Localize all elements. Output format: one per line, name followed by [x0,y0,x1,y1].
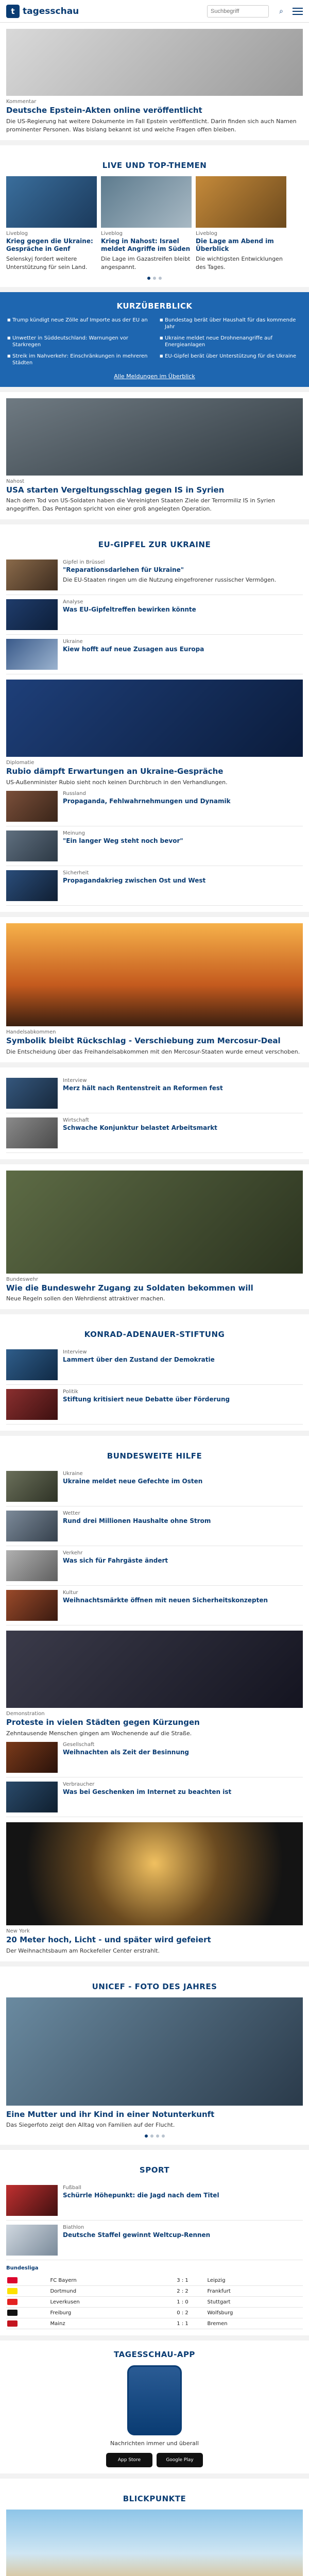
briefing-more-link[interactable]: Alle Meldungen im Überblick [114,372,195,380]
list-item-headline[interactable]: Was EU-Gipfeltreffen bewirken könnte [63,606,196,614]
app-store-button[interactable]: App Store [106,2453,152,2467]
team-crest-icon [7,2277,18,2283]
pagination-dot[interactable] [147,277,150,280]
feature-topline: New York [6,1928,30,1934]
pagination-dot[interactable] [145,2134,148,2138]
team-name: FC Bayern [49,2275,159,2286]
list-item-headline[interactable]: Lammert über den Zustand der Demokratie [63,1356,215,1364]
live-carousel[interactable] [6,176,303,272]
list-item-topline: Wirtschaft [63,1117,89,1123]
list-item-image[interactable] [6,599,58,630]
list-item-topline: Analyse [63,599,83,605]
unicef-section [0,1967,309,2145]
match-score: 1 : 1 [159,2318,207,2329]
live-section [0,145,309,287]
list-item-topline: Ukraine [63,1471,83,1477]
team-crest-icon [7,2288,18,2294]
live-card-topline: Liveblog [196,230,218,236]
list-item-image[interactable] [6,1590,58,1621]
briefing-box [0,292,309,387]
pagination-dot[interactable] [162,2134,165,2138]
list-item-headline[interactable]: Deutsche Staffel gewinnt Weltcup-Rennen [63,2231,211,2239]
list-item-headline[interactable]: Ukraine meldet neue Gefechte im Osten [63,1478,203,1485]
logo-icon[interactable]: t [6,5,20,18]
opponent-name: Leipzig [207,2275,303,2286]
story-syria[interactable] [0,392,309,520]
briefing-title: KURZÜBERBLICK [116,301,193,311]
app-title: TAGESSCHAU-APP [114,2350,195,2360]
feature-teaser: Der Weihnachtsbaum am Rockefeller Center erstrahlt. [6,1947,160,1954]
list-item-headline[interactable]: Was sich für Fahrgäste ändert [63,1557,168,1565]
live-card-image[interactable] [6,176,97,228]
list-item[interactable] [6,2221,303,2260]
match-score: 2 : 2 [159,2286,207,2297]
bundesweit-feature-2[interactable] [6,1822,303,1955]
list-item-image[interactable] [6,1511,58,1541]
list-item[interactable] [6,866,303,906]
top-story-topline: Kommentar [6,99,37,105]
list-item-image[interactable] [6,1389,58,1420]
list-item-image[interactable] [6,1349,58,1380]
live-card-image[interactable] [101,176,192,228]
list-item-image[interactable] [6,1782,58,1812]
story-topline: Nahost [6,478,25,484]
site-header [0,0,309,23]
ukraine-feature[interactable] [6,680,303,787]
list-item-image[interactable] [6,831,58,861]
table-row[interactable] [6,2286,303,2297]
story-image[interactable] [6,923,303,1026]
table-row[interactable] [6,2275,303,2286]
list-item-topline: Fußball [63,2185,81,2191]
list-item-headline[interactable]: Stiftung kritisiert neue Debatte über Förderung [63,1396,230,1403]
story-headline[interactable]: Wie die Bundeswehr Zugang zu Soldaten bekommen will [6,1283,253,1293]
top-story-headline[interactable]: Deutsche Epstein-Akten online veröffentlicht [6,106,202,115]
table-row[interactable] [6,2318,303,2329]
opponent-name: Wolfsburg [207,2308,303,2318]
unicef-image[interactable] [6,1997,303,2106]
list-item-image[interactable] [6,1078,58,1109]
search-icon[interactable]: ⌕ [279,7,283,15]
live-card-topline: Liveblog [6,230,28,236]
story-image[interactable] [6,1171,303,1274]
list-item-topline: Biathlon [63,2225,84,2231]
match-score: 1 : 0 [159,2297,207,2308]
list-item[interactable] [6,555,303,595]
sport-table-title: Bundesliga [6,2265,39,2272]
pagination-dot[interactable] [150,2134,153,2138]
feature-topline: Diplomatie [6,760,35,766]
pagination-dot[interactable] [159,277,162,280]
list-item-headline[interactable]: Weihnachtsmärkte öffnen mit neuen Sicherheitskonzepten [63,1597,268,1604]
live-card-image[interactable] [196,176,286,228]
list-item-topline: Kultur [63,1590,78,1596]
story-bundeswehr[interactable] [0,1164,309,1310]
list-item-headline[interactable]: Schürrle Höhepunkt: die Jagd nach dem Titel [63,2192,219,2199]
briefing-item[interactable]: ■ Unwetter in Süddeutschland: Warnungen vor Starkregen [7,335,149,349]
konrad-section [0,1314,309,1431]
list-item-image[interactable] [6,1117,58,1148]
story-teaser: Nach dem Tod von US-Soldaten haben die Vereinigten Staaten Ziele der Terrormiliz IS in Syrien angegriffen. Das Pentagon spricht von einer groß angelegten Operation. [6,497,275,513]
carousel-pagination[interactable] [6,2129,303,2139]
list-item[interactable] [6,826,303,866]
briefing-item[interactable]: ■ Trump kündigt neue Zölle auf Importe aus der EU an [7,317,149,331]
list-item[interactable] [6,595,303,635]
table-row[interactable] [6,2308,303,2318]
team-name: Freiburg [49,2308,159,2318]
bundesweit-feature[interactable] [6,1631,303,1738]
team-name: Dortmund [49,2286,159,2297]
story-headline[interactable]: USA starten Vergeltungsschlag gegen IS in Syrien [6,485,225,495]
list-item[interactable] [6,1738,303,1777]
team-name: Mainz [49,2318,159,2329]
list-item[interactable] [6,1467,303,1506]
konrad-section-title: KONRAD-ADENAUER-STIFTUNG [84,1330,225,1340]
top-story[interactable] [0,23,309,140]
app-text: Nachrichten immer und überall [110,2440,199,2447]
list-item-headline[interactable]: Kiew hofft auf neue Zusagen aus Europa [63,646,204,653]
story-teaser: Neue Regeln sollen den Wehrdienst attraktiver machen. [6,1295,165,1302]
opponent-name: Bremen [207,2318,303,2329]
live-section-title: LIVE UND TOP-THEMEN [102,160,207,170]
list-item-image[interactable] [6,1550,58,1581]
story-topline: Bundeswehr [6,1276,39,1282]
carousel-pagination[interactable] [6,272,303,281]
blickpunkte-section [0,2479,309,2576]
feature-topline: Demonstration [6,1711,45,1717]
blickpunkte-title: BLICKPUNKTE [123,2494,186,2504]
list-item-topline: Verbraucher [63,1781,95,1787]
opponent-name: Stuttgart [207,2297,303,2308]
feature-image[interactable] [6,1631,303,1708]
bundesweit-section [0,1436,309,1961]
list-item-image[interactable] [6,870,58,901]
live-card[interactable] [6,176,97,272]
live-card-teaser: Die wichtigsten Entwicklungen des Tages. [196,255,283,270]
news-list [0,1067,309,1159]
logo-text[interactable]: tagesschau [23,6,79,16]
list-item-topline: Verkehr [63,1550,83,1556]
top-story-teaser: Die US-Regierung hat weitere Dokumente im Fall Epstein veröffentlicht. Darin finden sich auch Namen prominenter Personen. Was bislang bekannt ist und welche Fragen offen bleiben. [6,117,297,133]
team-name: Leverkusen [49,2297,159,2308]
live-card-headline[interactable]: Krieg in Nahost: Israel meldet Angriffe im Süden [101,237,191,252]
list-item-topline: Politik [63,1389,78,1395]
list-item[interactable] [6,1113,303,1153]
feature-teaser: Zehntausende Menschen gingen am Wochenende auf die Straße. [6,1730,192,1737]
unicef-section-title: UNICEF - FOTO DES JAHRES [92,1981,217,1991]
list-item-headline[interactable]: Rund drei Millionen Haushalte ohne Strom [63,1517,211,1525]
match-score: 3 : 1 [159,2275,207,2286]
feature-teaser: US-Außenminister Rubio sieht noch keinen Durchbruch in den Verhandlungen. [6,778,228,786]
briefing-item[interactable]: ■ EU-Gipfel berät über Unterstützung für die Ukraine [160,353,302,367]
list-item-headline[interactable]: Schwache Konjunktur belastet Arbeitsmarkt [63,1124,217,1131]
briefing-item[interactable]: ■ Ukraine meldet neue Drohnenangriffe auf Energieanlagen [160,335,302,349]
team-crest-icon [7,2320,18,2327]
list-item-image[interactable] [6,639,58,670]
live-card-teaser: Die Lage im Gazastreifen bleibt angespannt. [101,255,191,270]
team-crest-icon [7,2299,18,2305]
list-item-image[interactable] [6,791,58,822]
feature-headline[interactable]: Proteste in vielen Städten gegen Kürzungen [6,1718,200,1727]
match-score: 0 : 2 [159,2308,207,2318]
feature-image[interactable] [6,680,303,757]
list-item[interactable] [6,1506,303,1546]
sport-section [0,2150,309,2335]
search-input[interactable] [207,5,269,18]
live-card-topline: Liveblog [101,230,123,236]
top-story-image[interactable] [6,29,303,96]
list-item-topline: Interview [63,1077,87,1083]
live-card[interactable] [196,176,286,272]
list-item[interactable] [6,1777,303,1817]
live-card[interactable] [101,176,192,272]
story-headline[interactable]: Symbolik bleibt Rückschlag - Verschiebung zum Mercosur-Deal [6,1036,281,1045]
list-item-headline[interactable]: "Reparationsdarlehen für Ukraine" [63,566,184,574]
list-item-headline[interactable]: Weihnachten als Zeit der Besinnung [63,1748,190,1756]
list-item-topline: Interview [63,1349,87,1355]
list-item-image[interactable] [6,2185,58,2216]
unicef-teaser: Das Siegerfoto zeigt den Alltag von Familien auf der Flucht. [6,2122,175,2129]
story-mercosur[interactable] [0,917,309,1062]
list-item-teaser: Die EU-Staaten ringen um die Nutzung eingefrorener russischer Vermögen. [63,577,277,584]
live-card-headline[interactable]: Die Lage am Abend im Überblick [196,237,274,252]
blickpunkte-image[interactable] [6,2510,303,2576]
list-item[interactable] [6,1586,303,1625]
list-item[interactable] [6,2181,303,2221]
list-item-topline: Meinung [63,830,85,836]
list-item[interactable] [6,1345,303,1385]
phone-icon [127,2365,182,2435]
feature-headline[interactable]: Rubio dämpft Erwartungen an Ukraine-Gespräche [6,767,224,776]
list-item-topline: Gesellschaft [63,1741,95,1748]
list-item-image[interactable] [6,2225,58,2256]
list-item[interactable] [6,787,303,826]
live-card-headline[interactable]: Krieg gegen die Ukraine: Gespräche in Genf [6,237,93,252]
app-promo [0,2341,309,2473]
briefing-item[interactable]: ■ Bundestag berät über Haushalt für das kommende Jahr [160,317,302,331]
briefing-item[interactable]: ■ Streik im Nahverkehr: Einschränkungen in mehreren Städten [7,353,149,367]
list-item-topline: Ukraine [63,639,83,645]
pagination-dot[interactable] [153,277,156,280]
live-card-teaser: Selenskyj fordert weitere Unterstützung für sein Land. [6,255,88,270]
list-item-image[interactable] [6,1471,58,1502]
table-row[interactable] [6,2297,303,2308]
feature-image[interactable] [6,1822,303,1925]
list-item-headline[interactable]: Merz hält nach Rentenstreit an Reformen fest [63,1084,223,1092]
list-item-headline[interactable]: Propaganda, Fehlwahrnehmungen und Dynamik [63,797,231,805]
list-item[interactable] [6,635,303,674]
results-table [6,2275,303,2329]
list-item-topline: Gipfel in Brüssel [63,560,105,566]
list-item[interactable] [6,1074,303,1113]
google-play-button[interactable]: Google Play [157,2453,203,2467]
opponent-name: Frankfurt [207,2286,303,2297]
bundesweit-section-title: BUNDESWEITE HILFE [107,1451,202,1461]
list-item-image[interactable] [6,1742,58,1773]
list-item-headline[interactable]: Was bei Geschenken im Internet zu beachten ist [63,1788,232,1795]
pagination-dot[interactable] [156,2134,159,2138]
team-crest-icon [7,2310,18,2316]
list-item-headline[interactable]: "Ein langer Weg steht noch bevor" [63,837,183,844]
ukraine-section [0,524,309,912]
story-teaser: Die Entscheidung über das Freihandelsabkommen mit den Mercosur-Staaten wurde erneut verschoben. [6,1048,300,1055]
list-item-image[interactable] [6,560,58,590]
list-item-topline: Sicherheit [63,870,89,876]
story-image[interactable] [6,398,303,476]
list-item-topline: Russland [63,790,86,796]
unicef-headline[interactable]: Eine Mutter und ihr Kind in einer Notunterkunft [6,2109,215,2119]
sport-section-title: SPORT [139,2165,170,2175]
story-topline: Handelsabkommen [6,1029,56,1035]
list-item-topline: Wetter [63,1511,80,1517]
list-item[interactable] [6,1546,303,1586]
feature-headline[interactable]: 20 Meter hoch, Licht - und später wird gefeiert [6,1935,211,1944]
list-item[interactable] [6,1385,303,1425]
menu-icon[interactable] [293,6,303,16]
ukraine-section-title: EU-GIPFEL ZUR UKRAINE [98,540,211,550]
list-item-headline[interactable]: Propagandakrieg zwischen Ost und West [63,876,206,884]
